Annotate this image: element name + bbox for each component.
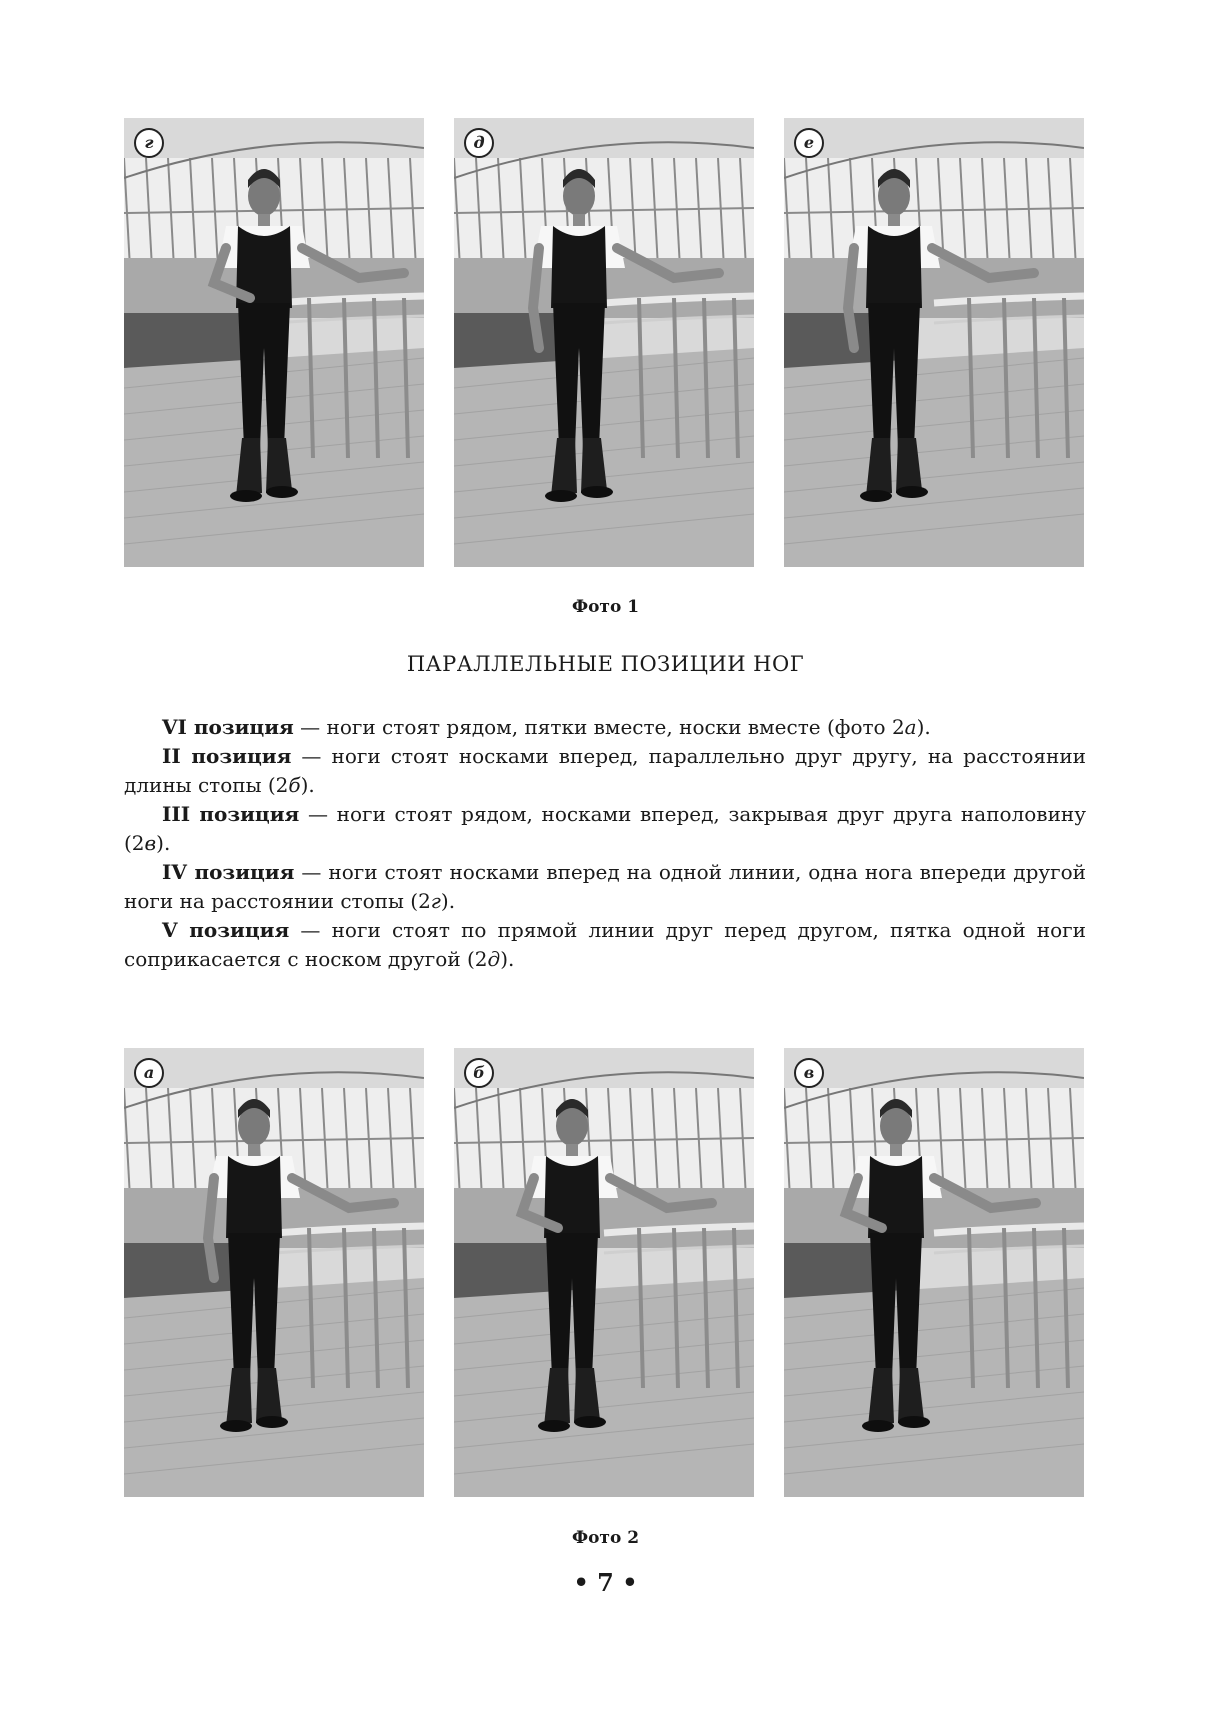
photo-label: а xyxy=(134,1058,164,1088)
photo-1d xyxy=(454,118,754,567)
photo-1g xyxy=(124,118,424,567)
paragraph-position-4: IV позиция — ноги стоят носками вперед на одной линии, одна нога впереди другой ноги на расстоянии стопы (2г). xyxy=(124,860,1087,913)
dancer-photo-image xyxy=(784,118,1084,567)
paragraph-position-6: VI позиция — ноги стоят рядом, пятки вместе, носки вместе (фото 2а). xyxy=(162,715,931,739)
paragraph-position-5: V позиция — ноги стоят по прямой линии друг перед другом, пятка одной ноги соприкасается с носком другой (2д). xyxy=(124,918,1086,971)
paragraph-position-3: III позиция — ноги стоят рядом, носками вперед, закрывая друг друга наполовину (2в). xyxy=(124,802,1086,855)
photo-2a xyxy=(124,1048,424,1497)
photo-label: д xyxy=(464,128,494,158)
photo-label: г xyxy=(134,128,164,158)
photo-row-2 xyxy=(124,1048,1086,1497)
page-number: • 7 • xyxy=(573,1568,638,1597)
photo-label: е xyxy=(794,128,824,158)
photo-2b xyxy=(454,1048,754,1497)
dancer-photo-image xyxy=(784,1048,1084,1497)
paragraph-position-2: II позиция — ноги стоят носками вперед, параллельно друг другу, на расстоянии длины стопы (2б). xyxy=(124,744,1087,797)
photo-label: в xyxy=(794,1058,824,1088)
photo-caption-1: Фото 1 xyxy=(571,597,640,617)
dancer-photo-image xyxy=(124,118,424,567)
photo-row-1 xyxy=(124,118,1086,567)
dancer-photo-image xyxy=(454,118,754,567)
dancer-photo-image xyxy=(454,1048,754,1497)
photo-label: б xyxy=(464,1058,494,1088)
body-text xyxy=(124,713,1086,974)
photo-caption-2: Фото 2 xyxy=(571,1528,640,1548)
dancer-photo-image xyxy=(124,1048,424,1497)
section-heading: ПАРАЛЛЕЛЬНЫЕ ПОЗИЦИИ НОГ xyxy=(406,652,805,676)
photo-2v xyxy=(784,1048,1084,1497)
photo-1e xyxy=(784,118,1084,567)
